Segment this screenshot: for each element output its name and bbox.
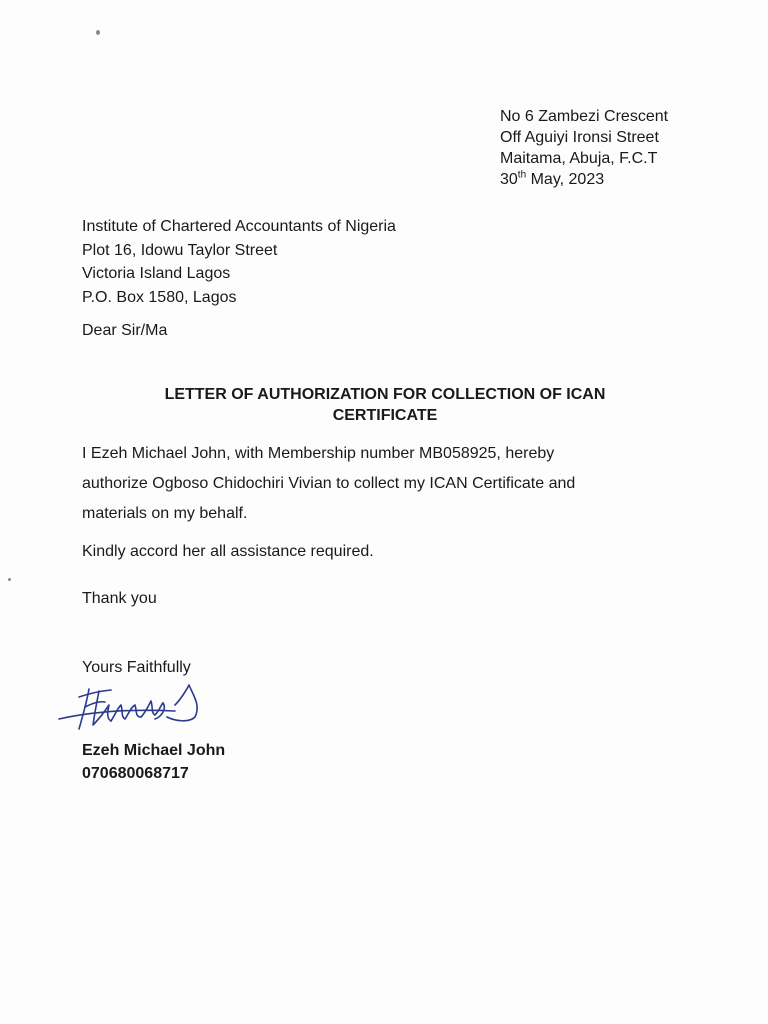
authorization-paragraph (82, 439, 672, 529)
scan-speck (96, 30, 100, 35)
signer-name: Ezeh Michael John (82, 742, 226, 759)
letter-date (500, 169, 668, 190)
sender-address (500, 106, 668, 190)
date-month-year: May, 2023 (526, 171, 605, 188)
recipient-address-line: Victoria Island Lagos (82, 265, 231, 282)
paragraph-line: I Ezeh Michael John, with Membership number MB058925, hereby (82, 445, 555, 462)
signer-phone: 070680068717 (82, 765, 189, 782)
paragraph-line: authorize Ogboso Chidochiri Vivian to collect my ICAN Certificate and (82, 475, 576, 492)
sender-address-line: Off Aguiyi Ironsi Street (500, 129, 659, 146)
assistance-request: Kindly accord her all assistance required. (82, 543, 374, 560)
sender-address-line: No 6 Zambezi Crescent (500, 108, 669, 125)
date-day: 30 (500, 171, 518, 188)
recipient-address-line: P.O. Box 1580, Lagos (82, 288, 237, 306)
handwritten-signature (55, 675, 215, 735)
date-suffix: th (517, 169, 527, 181)
valediction: Yours Faithfully (82, 659, 191, 676)
paragraph-line: materials on my behalf. (82, 505, 248, 522)
letter-title-line: CERTIFICATE (332, 407, 438, 424)
recipient-address-line: Institute of Chartered Accountants of Nigeria (82, 218, 396, 235)
scan-speck (8, 578, 11, 581)
recipient-address-line: Plot 16, Idowu Taylor Street (82, 241, 278, 259)
salutation: Dear Sir/Ma (82, 322, 168, 339)
recipient-address (82, 215, 396, 309)
sender-address-line: Maitama, Abuja, F.C.T (500, 150, 658, 167)
letter-title-line: LETTER OF AUTHORIZATION FOR COLLECTION OF ICAN (164, 386, 606, 403)
letter-title (82, 384, 688, 426)
thank-you: Thank you (82, 590, 157, 607)
